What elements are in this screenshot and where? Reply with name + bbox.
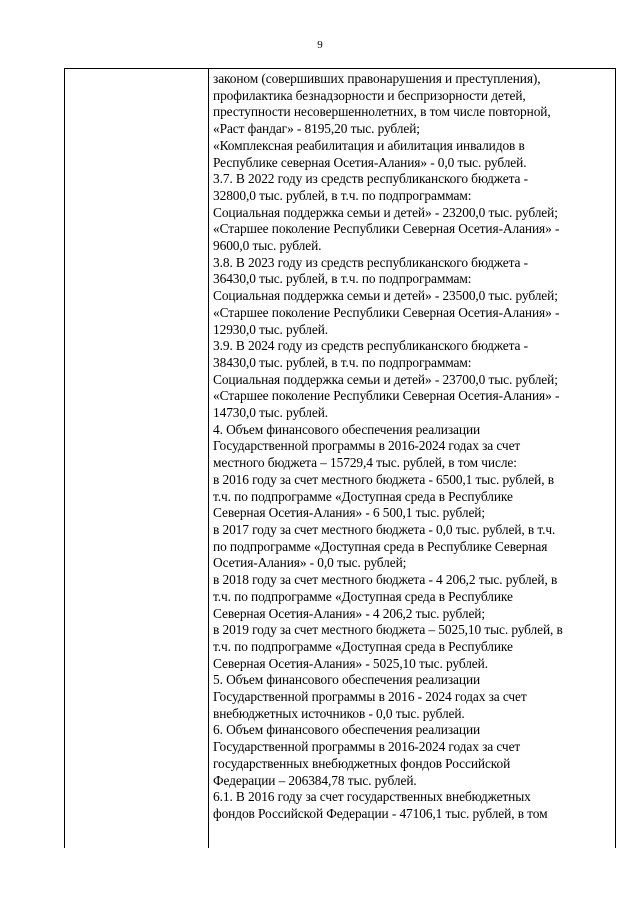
- text-line: Северная Осетия-Алания» - 5025,10 тыс. рублей.: [213, 655, 488, 671]
- text-line: законом (совершивших правонарушения и преступления),: [213, 71, 541, 86]
- text-line: государственных внебюджетных фондов Российской: [213, 755, 511, 771]
- text-line: Республике северная Осетия-Алания» - 0,0 тыс. рублей.: [213, 154, 527, 170]
- text-line: Федерации – 206384,78 тыс. рублей.: [213, 772, 417, 788]
- text-line: «Комплексная реабилитация и абилитация инвалидов в: [213, 137, 525, 153]
- column-divider: [208, 69, 209, 848]
- text-line: 4. Объем финансового обеспечения реализации: [213, 421, 481, 437]
- text-line: 3.9. В 2024 году из средств республиканского бюджета -: [213, 338, 528, 354]
- text-line: Государственной программы в 2016-2024 годах за счет: [213, 438, 521, 454]
- text-line: преступности несовершеннолетних, в том числе повторной,: [213, 104, 551, 120]
- text-line: по подпрограмме «Доступная среда в Республике Северная: [213, 538, 548, 554]
- text-line: 9600,0 тыс. рублей.: [213, 238, 322, 254]
- page-number: 9: [317, 39, 323, 51]
- text-line: 3.8. В 2023 году из средств республиканского бюджета -: [213, 254, 528, 270]
- text-line: Социальная поддержка семьи и детей» - 23700,0 тыс. рублей;: [213, 371, 558, 387]
- text-line: 14730,0 тыс. рублей.: [213, 405, 329, 421]
- text-line: местного бюджета – 15729,4 тыс. рублей, в том числе:: [213, 455, 517, 471]
- text-line: профилактика безнадзорности и беспризорности детей,: [213, 87, 526, 103]
- text-line: в 2018 году за счет местного бюджета - 4 206,2 тыс. рублей, в: [213, 572, 558, 588]
- text-line: 38430,0 тыс. рублей, в т.ч. по подпрограммам:: [213, 354, 472, 370]
- text-line: 6.1. В 2016 году за счет государственных внебюджетных: [213, 789, 531, 805]
- text-line: 12930,0 тыс. рублей.: [213, 321, 329, 337]
- text-line: в 2017 году за счет местного бюджета - 0,0 тыс. рублей, в т.ч.: [213, 521, 556, 537]
- document-table: [64, 68, 616, 848]
- text-line: «Старшее поколение Республики Северная Осетия-Алания» -: [213, 304, 560, 320]
- text-line: Государственной программы в 2016 - 2024 годах за счет: [213, 689, 527, 705]
- text-line: 5. Объем финансового обеспечения реализации: [213, 672, 481, 688]
- text-line: Социальная поддержка семьи и детей» - 23500,0 тыс. рублей;: [213, 288, 558, 304]
- text-line: Северная Осетия-Алания» - 4 206,2 тыс. рублей;: [213, 605, 485, 621]
- text-line: «Раст фандаг» - 8195,20 тыс. рублей;: [213, 121, 420, 137]
- text-line: Социальная поддержка семьи и детей» - 23200,0 тыс. рублей;: [213, 204, 558, 220]
- text-line: 3.7. В 2022 году из средств республиканского бюджета -: [213, 171, 528, 187]
- text-line: «Старшее поколение Республики Северная Осетия-Алания» -: [213, 388, 560, 404]
- text-line: 6. Объем финансового обеспечения реализации: [213, 722, 481, 738]
- text-line: внебюджетных источников - 0,0 тыс. рублей.: [213, 705, 465, 721]
- text-line: Осетия-Алания» - 0,0 тыс. рублей;: [213, 555, 407, 571]
- text-line: «Старшее поколение Республики Северная Осетия-Алания» -: [213, 221, 560, 237]
- text-line: Северная Осетия-Алания» - 6 500,1 тыс. рублей;: [213, 505, 485, 521]
- text-line: 36430,0 тыс. рублей, в т.ч. по подпрограммам:: [213, 271, 472, 287]
- text-line: 32800,0 тыс. рублей, в т.ч. по подпрограммам:: [213, 187, 472, 203]
- text-line: Государственной программы в 2016-2024 годах за счет: [213, 739, 521, 755]
- text-line: фондов Российской Федерации - 47106,1 тыс. рублей, в том: [213, 805, 548, 821]
- text-line: в 2016 году за счет местного бюджета - 6500,1 тыс. рублей, в: [213, 471, 554, 487]
- text-line: т.ч. по подпрограмме «Доступная среда в Республике: [213, 638, 513, 654]
- text-line: в 2019 году за счет местного бюджета – 5025,10 тыс. рублей, в: [213, 622, 563, 638]
- text-line: т.ч. по подпрограмме «Доступная среда в Республике: [213, 488, 513, 504]
- table-cell-content: [213, 71, 613, 823]
- text-line: т.ч. по подпрограмме «Доступная среда в Республике: [213, 588, 513, 604]
